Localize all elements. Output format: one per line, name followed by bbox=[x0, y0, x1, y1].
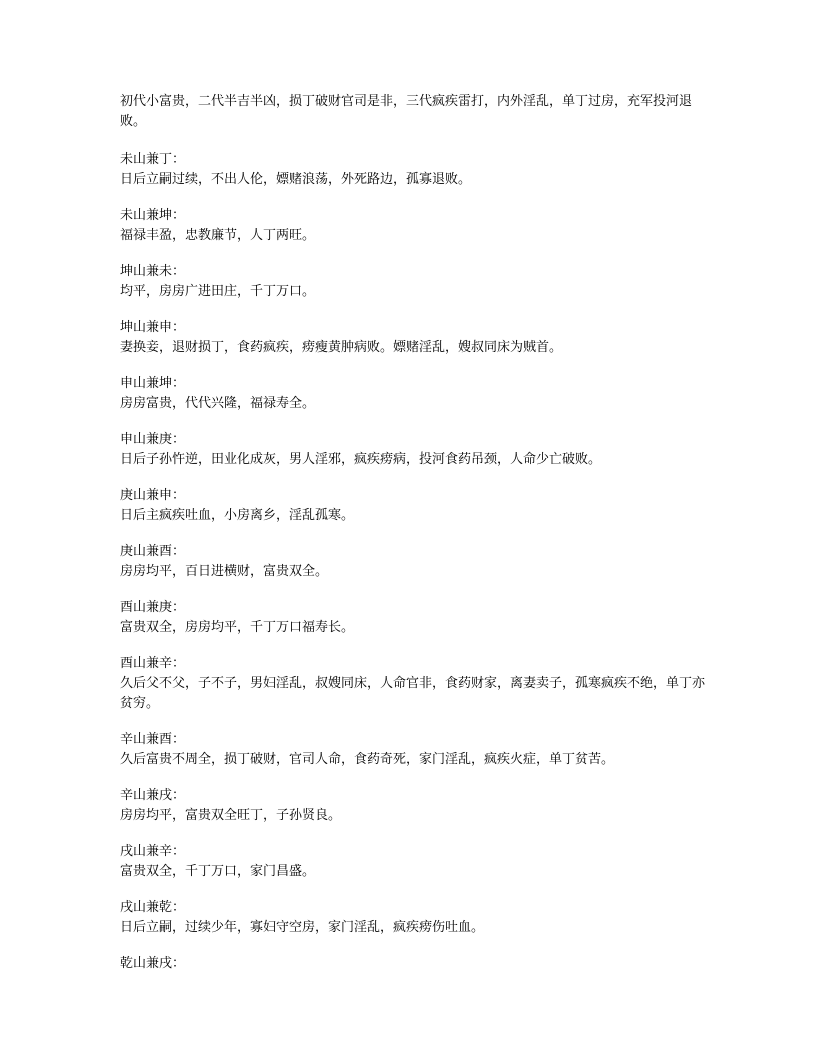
entry-block bbox=[120, 542, 706, 582]
entry-block bbox=[120, 430, 706, 470]
entry-text: 房房富贵，代代兴隆，福禄寿全。 bbox=[120, 396, 316, 411]
entry-text: 福禄丰盈，忠教廉节，人丁两旺。 bbox=[120, 228, 316, 243]
entry-block bbox=[120, 318, 706, 358]
entry-text: 富贵双全，千丁万口，家门昌盛。 bbox=[120, 864, 316, 879]
entry-block bbox=[120, 730, 706, 770]
entry-heading: 戌山兼辛： bbox=[120, 844, 186, 859]
entry-heading: 酉山兼庚： bbox=[120, 600, 186, 615]
entry-text: 房房均平，富贵双全旺丁，子孙贤良。 bbox=[120, 808, 342, 823]
entry-block bbox=[120, 150, 706, 190]
entry-text: 日后立嗣过续，不出人伦，嫖赌浪荡，外死路边，孤寡退败。 bbox=[120, 172, 472, 187]
entry-text: 富贵双全，房房均平，千丁万口福寿长。 bbox=[120, 620, 355, 635]
entry-list bbox=[120, 150, 706, 974]
entry-heading: 坤山兼申： bbox=[120, 320, 186, 335]
entry-text: 日后立嗣，过续少年，寡妇守空房，家门淫乱，疯疾痨伤吐血。 bbox=[120, 920, 485, 935]
entry-text: 日后主疯疾吐血，小房离乡，淫乱孤寒。 bbox=[120, 508, 355, 523]
entry-heading: 辛山兼戌： bbox=[120, 788, 186, 803]
entry-text: 房房均平，百日进横财，富贵双全。 bbox=[120, 564, 329, 579]
entry-heading: 辛山兼酉： bbox=[120, 732, 186, 747]
entry-heading: 坤山兼未： bbox=[120, 264, 186, 279]
entry-heading: 未山兼丁： bbox=[120, 152, 186, 167]
intro-paragraph: 初代小富贵，二代半吉半凶，损丁破财官司是非，三代疯疾雷打，内外淫乱，单丁过房，充军投河退败。 bbox=[120, 94, 693, 129]
entry-text: 久后富贵不周全，损丁破财，官司人命，食药奇死，家门淫乱，疯疾火症，单丁贫苦。 bbox=[120, 752, 615, 767]
entry-block bbox=[120, 486, 706, 526]
entry-block bbox=[120, 954, 706, 974]
entry-heading: 乾山兼戌： bbox=[120, 956, 186, 971]
entry-heading: 酉山兼辛： bbox=[120, 656, 186, 671]
entry-text: 妻换妾，退财损丁，食药疯疾，痨瘦黄肿病败。嫖赌淫乱，嫂叔同床为贼首。 bbox=[120, 340, 563, 355]
entry-text: 均平，房房广进田庄，千丁万口。 bbox=[120, 284, 316, 299]
entry-heading: 庚山兼申： bbox=[120, 488, 186, 503]
entry-block bbox=[120, 786, 706, 826]
entry-heading: 申山兼庚： bbox=[120, 432, 186, 447]
entry-block bbox=[120, 654, 706, 714]
entry-block bbox=[120, 206, 706, 246]
document-page bbox=[120, 92, 706, 990]
entry-heading: 未山兼坤： bbox=[120, 208, 186, 223]
entry-block bbox=[120, 374, 706, 414]
entry-block bbox=[120, 262, 706, 302]
entry-block bbox=[120, 598, 706, 638]
entry-block bbox=[120, 842, 706, 882]
entry-heading: 申山兼坤： bbox=[120, 376, 186, 391]
entry-heading: 庚山兼酉： bbox=[120, 544, 186, 559]
entry-block bbox=[120, 898, 706, 938]
entry-heading: 戌山兼乾： bbox=[120, 900, 186, 915]
entry-text: 久后父不父，子不子，男妇淫乱，叔嫂同床，人命官非，食药财家，离妻卖子，孤寒疯疾不绝，单丁亦贫穷。 bbox=[120, 676, 706, 711]
entry-text: 日后子孙忤逆，田业化成灰，男人淫邪，疯疾痨病，投河食药吊颈，人命少亡破败。 bbox=[120, 452, 602, 467]
